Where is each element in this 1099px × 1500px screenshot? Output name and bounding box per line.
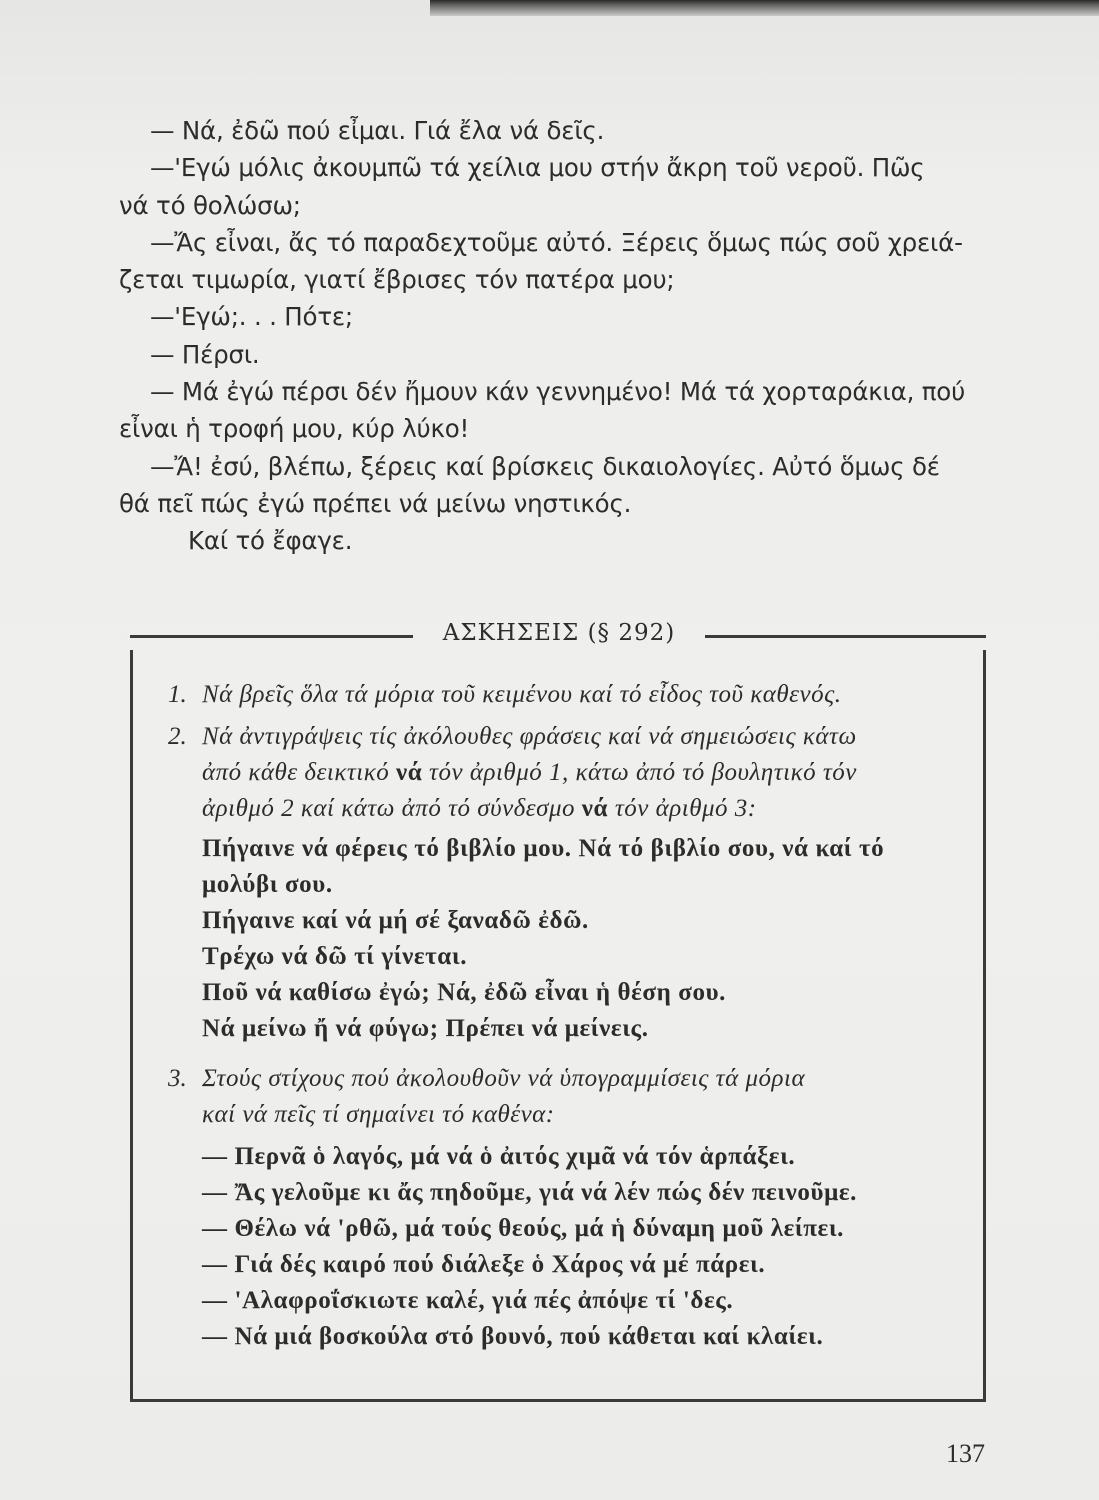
exercise-item-2 — [168, 719, 968, 1047]
exercise-item-3 — [168, 1061, 968, 1355]
verse-line: — 'Αλαφροΐσκιωτε καλέ, γιά πές ἀπόψε τί 'δες. — [202, 1287, 734, 1314]
example-sentence: Πήγαινε νά φέρεις τό βιβλίο μου. Νά τό βιβλίο σου, νά καί τό — [202, 835, 885, 862]
dialogue-line: εἶναι ἡ τροφή μου, κύρ λύκο! — [119, 414, 470, 444]
exercises-title: ΑΣΚΗΣΕΙΣ (§ 292) — [442, 620, 676, 646]
dialogue-line: νά τό θολώσω; — [119, 190, 301, 220]
exercise-instruction: Νά βρεῖς ὅλα τά μόρια τοῦ κειμένου καί τό εἶδος τοῦ καθενός. — [202, 681, 842, 708]
verse-line: — Νά μιά βοσκούλα στό βουνό, πού κάθεται καί κλαίει. — [202, 1323, 824, 1350]
exercises-header — [130, 620, 986, 650]
exercise-item-1 — [168, 677, 968, 713]
exercise-instruction: Στούς στίχους πού ἀκολουθοῦν νά ὑπογραμμίσεις τά μόρια — [202, 1065, 806, 1092]
example-sentence: μολύβι σου. — [202, 871, 333, 898]
exercises-content — [168, 677, 968, 1355]
dialogue-line: —'Εγώ μόλις ἀκουμπῶ τά χείλια μου στήν ἄκρη τοῦ νεροῦ. Πῶς — [150, 153, 925, 183]
page-top-edge-shadow — [430, 0, 1099, 16]
verse-line: — Γιά δές καιρό πού διάλεξε ὁ Χάρος νά μέ πάρει. — [202, 1251, 766, 1278]
dialogue-line: —Ἄ! ἐσύ, βλέπω, ξέρεις καί βρίσκεις δικαιολογίες. Αὐτό ὅμως δέ — [150, 451, 940, 481]
exercise-number: 3. — [168, 1065, 187, 1092]
verse-line: — Ἄς γελοῦμε κι ἄς πηδοῦμε, γιά νά λέν πώς δέν πεινοῦμε. — [202, 1179, 857, 1206]
dialogue-line: Καί τό ἔφαγε. — [188, 526, 353, 556]
exercise-instruction: ἀπό κάθε δεικτικό νά τόν ἀριθμό 1, κάτω ἀπό τό βουλητικό τόν — [202, 759, 857, 786]
header-rule-left — [130, 635, 413, 638]
exercise-number: 2. — [168, 723, 187, 750]
dialogue-line: θά πεῖ πώς ἐγώ πρέπει νά μείνω νηστικός. — [119, 488, 632, 518]
dialogue-line: —Ἄς εἶναι, ἄς τό παραδεχτοῦμε αὐτό. Ξέρεις ὅμως πώς σοῦ χρειά- — [150, 227, 963, 257]
verse-line: — Θέλω νά 'ρθῶ, μά τούς θεούς, μά ἡ δύναμη μοῦ λείπει. — [202, 1215, 845, 1242]
dialogue-line: — Μά ἐγώ πέρσι δέν ἤμουν κάν γεννημένο! Μά τά χορταράκια, πού — [150, 377, 966, 407]
verse-line: — Περνᾶ ὁ λαγός, μά νά ὁ ἀιτός χιμᾶ νά τόν ἁρπάξει. — [202, 1143, 796, 1170]
example-sentence: Πήγαινε καί νά μή σέ ξαναδῶ ἐδῶ. — [202, 907, 589, 934]
exercise-instruction: ἀριθμό 2 καί κάτω ἀπό τό σύνδεσμο νά τόν ἀριθμό 3: — [202, 795, 757, 822]
example-sentence: Τρέχω νά δῶ τί γίνεται. — [202, 943, 468, 970]
dialogue-line: — Νά, ἐδῶ πού εἶμαι. Γιά ἔλα νά δεῖς. — [150, 116, 605, 145]
fable-dialogue-text — [119, 112, 1000, 560]
exercise-number: 1. — [168, 681, 187, 708]
dialogue-line: — Πέρσι. — [150, 339, 260, 369]
example-sentence: Νά μείνω ἤ νά φύγω; Πρέπει νά μείνεις. — [202, 1015, 649, 1042]
dialogue-line: —'Εγώ;. . . Πότε; — [150, 302, 353, 332]
dialogue-line: ζεται τιμωρία, γιατί ἔβρισες τόν πατέρα μου; — [119, 265, 675, 295]
header-rule-right — [705, 635, 986, 638]
exercise-instruction: Νά ἀντιγράψεις τίς ἀκόλουθες φράσεις καί νά σημειώσεις κάτω — [202, 723, 857, 750]
exercise-instruction: καί νά πεῖς τί σημαίνει τό καθένα: — [202, 1101, 555, 1128]
example-sentence: Ποῦ νά καθίσω ἐγώ; Νά, ἐδῶ εἶναι ἡ θέση σου. — [202, 979, 726, 1006]
page-number: 137 — [946, 1439, 985, 1468]
